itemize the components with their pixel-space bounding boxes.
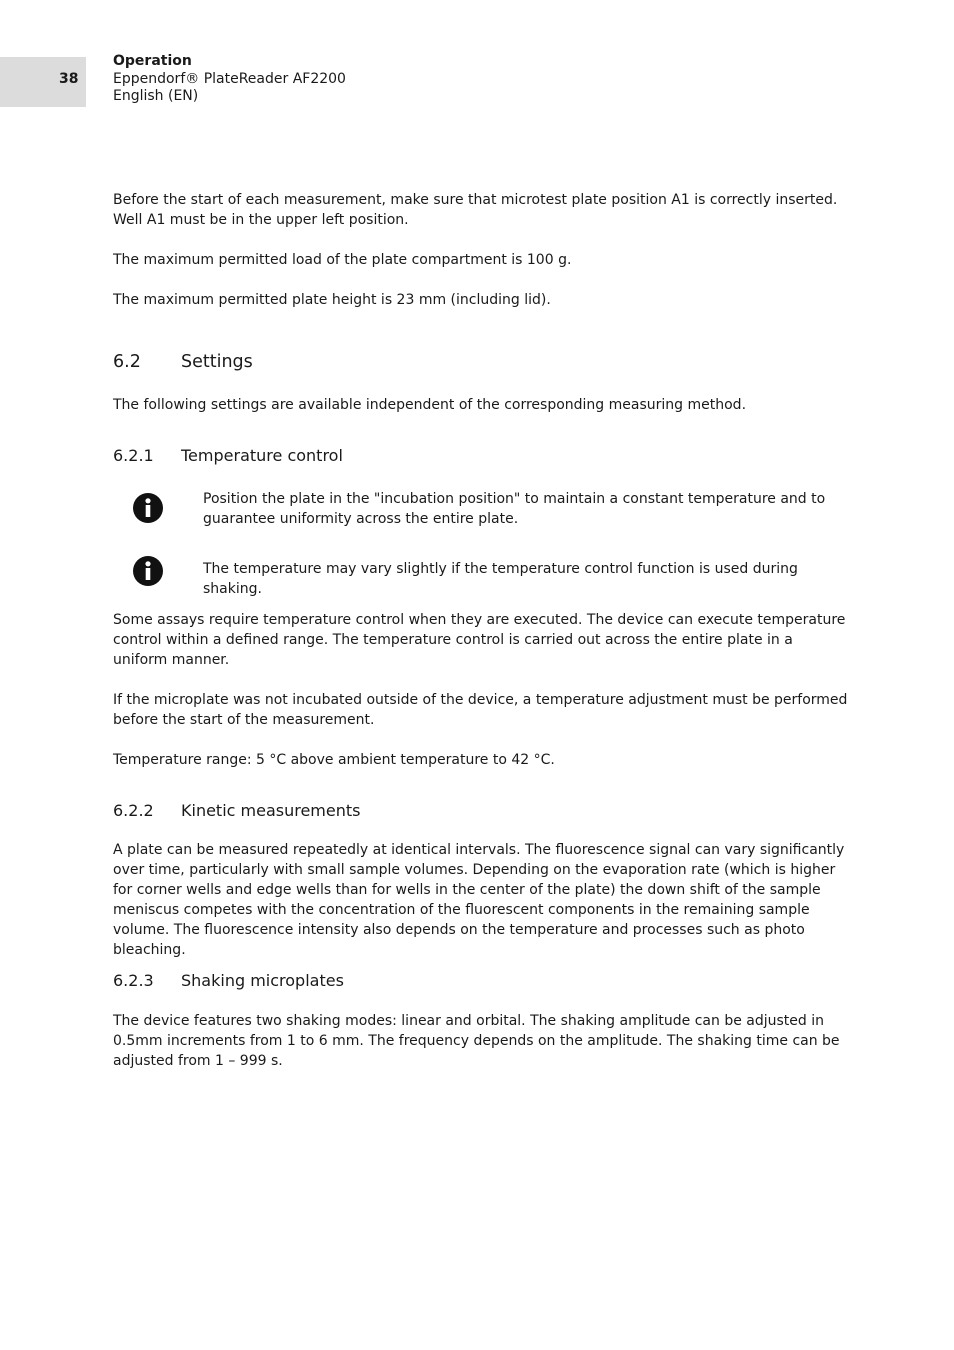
info-icon xyxy=(133,493,163,523)
heading-settings xyxy=(113,351,253,373)
heading-number: 6.2.3 xyxy=(113,971,154,990)
intro-paragraph-3: The maximum permitted plate height is 23 mm (including lid). xyxy=(113,292,551,308)
heading-temperature-control xyxy=(113,446,343,466)
kinetic-paragraph: A plate can be measured repeatedly at identical intervals. The fluorescence signal can vary significantly over time, particularly with small sample volumes. Depending on the evaporation rate (which is higher for corner wells and edge wells than for wells in the center of the plate) the down shift of the sample meniscus competes with the concentration of the fluorescent components in the remaining sample volume. The fluorescence intensity also depends on the temperature and processes such as photo bleaching. xyxy=(113,842,845,958)
heading-number: 6.2 xyxy=(113,352,141,372)
header-language: English (EN) xyxy=(113,88,199,104)
note-incubation-position: Position the plate in the "incubation position" to maintain a constant temperature and to guarantee uniformity across the entire plate. xyxy=(203,491,826,527)
heading-title: Temperature control xyxy=(181,446,343,465)
heading-shaking-microplates xyxy=(113,971,344,991)
heading-number: 6.2.1 xyxy=(113,446,154,465)
heading-title: Kinetic measurements xyxy=(181,801,361,820)
header-product: Eppendorf® PlateReader AF2200 xyxy=(113,70,346,87)
page-number: 38 xyxy=(59,71,79,87)
temperature-paragraph-1: Some assays require temperature control when they are executed. The device can execute temperature control within a defined range. The temperature control is carried out across the entire plate in a uniform manner. xyxy=(113,612,846,668)
temperature-paragraph-2: If the microplate was not incubated outside of the device, a temperature adjustment must be performed before the start of the measurement. xyxy=(113,692,848,728)
shaking-paragraph: The device features two shaking modes: linear and orbital. The shaking amplitude can be adjusted in 0.5mm increments from 1 to 6 mm. The frequency depends on the amplitude. The shaking time can be adjusted from 1 – 999 s. xyxy=(113,1013,840,1069)
running-header xyxy=(113,53,346,106)
intro-paragraph-1: Before the start of each measurement, make sure that microtest plate position A1 is correctly inserted. Well A1 must be in the upper left position. xyxy=(113,192,838,228)
heading-number: 6.2.2 xyxy=(113,801,154,820)
intro-paragraph-2: The maximum permitted load of the plate compartment is 100 g. xyxy=(113,252,572,268)
heading-title: Shaking microplates xyxy=(181,971,344,990)
heading-kinetic-measurements xyxy=(113,801,361,821)
heading-title: Settings xyxy=(181,352,253,372)
settings-paragraph: The following settings are available independent of the corresponding measuring method. xyxy=(113,397,747,413)
info-icon xyxy=(133,556,163,586)
header-section: Operation xyxy=(113,53,192,69)
note-temperature-shaking: The temperature may vary slightly if the temperature control function is used during shaking. xyxy=(203,561,798,597)
temperature-range: Temperature range: 5 °C above ambient temperature to 42 °C. xyxy=(113,752,555,768)
